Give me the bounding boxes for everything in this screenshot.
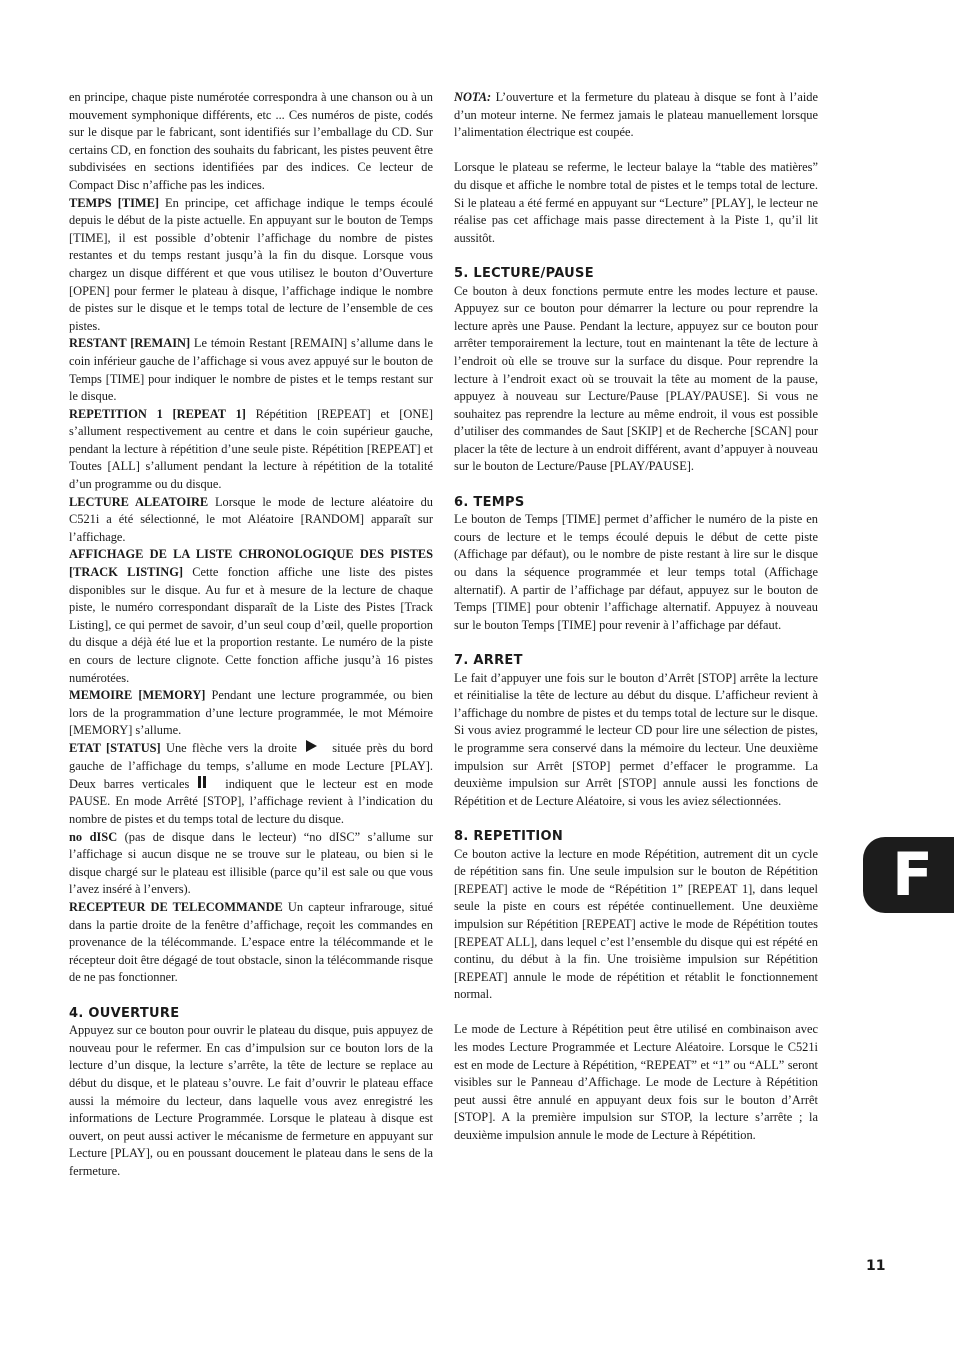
section-text-temps: Le bouton de Temps [TIME] permet d’afficher le numéro de la piste en cours de lecture et le temps écoulé depuis le début de cette piste (Affichage par défaut), ou le nombre de piste restant à lire sur le disque ou dans la séquence programmée et leur temps total (Affichage alternatif). A partir de l’affichage par défaut, appuyez sur le bouton de Temps [TIME] pour obtenir l’affichage alternatif. Appuyez à nouveau sur le bouton Temps [TIME] pour revenir à l’affichage par défaut. bbox=[454, 512, 818, 632]
term-label: AFFICHAGE DE LA LISTE CHRONOLOGIQUE DES PISTES [TRACK LISTING] bbox=[69, 547, 433, 580]
term-text: située près du bord gauche de l’affichage du temps, s’allume en mode Lecture [PLAY]. Deux barres verticales bbox=[69, 740, 433, 791]
term-text: (pas de disque dans le lecteur) “no dISC” s’allume sur l’affichage si aucun disque ne se trouve sur le plateau, ou bien si le disque chargé sur le plateau est illisible (parce qu’il est sale ou que vous l’avez inséré à l’envers). bbox=[69, 829, 433, 897]
definition-repeat-1 bbox=[69, 406, 433, 494]
term-text: Un capteur infrarouge, situé dans la partie droite de la fenêtre d’affichage, reçoit les commandes en provenance de la télécommande. L’espace entre la télécommande et le récepteur doit être dégagé de tout obstacle, sinon la télécommande risque de ne pas fonctionner. bbox=[69, 900, 434, 985]
term-text: Une flèche vers la droite bbox=[160, 740, 297, 755]
language-tab-letter: F bbox=[892, 840, 933, 910]
page-number: 11 bbox=[866, 1258, 886, 1274]
play-arrow-icon bbox=[305, 740, 317, 758]
nota-label: NOTA: bbox=[454, 90, 492, 104]
definition-remain bbox=[69, 335, 433, 405]
section-heading-repetition: 8. REPETITION bbox=[454, 828, 564, 844]
term-text: indiquent que le lecteur est en mode PAUSE. En mode Arrêté [STOP], l’affichage revient à l’indication du nombre de pistes et du temps total de lecture du disque. bbox=[69, 776, 433, 827]
term-label: RESTANT [REMAIN] bbox=[69, 336, 191, 351]
section-text-lecture-pause: Ce bouton à deux fonctions permute entre les modes lecture et pause. Appuyez sur ce bouton pour démarrer la lecture ou pour reprendre la lecture après une Pause. Pendant la lecture, appuyez sur ce bouton pour arrêter temporairement la lecture, tout en maintenant la tête de lecture à l’endroit où elle se trouve sur la surface du disque. Pour reprendre la lecture à l’endroit exact où se trouvait la tête au moment de la pause, appuyez à nouveau sur Lecture/Pause [PLAY/PAUSE]. Si vous ne souhaitez pas reprendre la lecture au même endroit, il vous est possible d’utiliser des commandes de Saut [SKIP] et de Recherche [SCAN] pour placer la tête de lecture à un endroit différent, avant d’appuyer à nouveau sur le bouton de Lecture/Pause [PLAY/PAUSE]. bbox=[454, 283, 818, 474]
section-text-arret: Le fait d’appuyer une fois sur le bouton d’Arrêt [STOP] arrête la lecture et réinitialise la tête de lecture au début du disque. L’afficheur revient à l’affichage du nombre de pistes et du temps total de lecture sur le disque. Si vous aviez programmé le lecteur CD pour lire une sélection de pistes, le programme sera conservé dans la mémoire du lecteur. Une deuxième impulsion sur Arrêt [STOP] permet d’effacer le programme. La deuxième impulsion sur Arrêt [STOP] annule aussi les fonctions de Répétition et de Lecture Aléatoire, si vous les aviez sélectionnées. bbox=[454, 670, 818, 808]
term-label: MEMOIRE [MEMORY] bbox=[69, 688, 206, 703]
definition-no-disc bbox=[69, 829, 433, 899]
term-label: LECTURE ALEATOIRE bbox=[69, 494, 209, 509]
term-label: no dISC bbox=[69, 829, 118, 844]
term-label: RECEPTEUR DE TELECOMMANDE bbox=[69, 900, 283, 915]
tray-close-paragraph: Lorsque le plateau se referme, le lecteur balaye la “table des matières” du disque et affiche le nombre total de pistes et le temps total de lecture. Si le plateau a été fermé en appuyant sur “Lecture” [PLAY], le lecteur ne réalise pas cet affichage mais passe directement à la Piste 1, qu’il lit aussitôt. bbox=[454, 160, 818, 245]
definition-memory bbox=[69, 687, 433, 740]
term-text: Le témoin Restant [REMAIN] s’allume dans le coin inférieur gauche de l’affichage si vous avez appuyé sur le bouton de Temps [TIME] pour indiquer le nombre de pistes et le temps restant sur le disque. bbox=[69, 336, 433, 404]
definition-remote-receiver bbox=[69, 899, 433, 987]
term-text: Répétition [REPEAT] et [ONE] s’allument respectivement au centre et dans le coin supérieur gauche, pendant la lecture à répétition d’une seule piste. Répétition [REPEAT] et Toutes [ALL] s’allument pendant la lecture à répétition de la totalité d’un programme ou du disque. bbox=[69, 406, 433, 492]
definition-status bbox=[69, 740, 433, 829]
definition-random bbox=[69, 494, 433, 547]
term-label: ETAT [STATUS] bbox=[69, 740, 161, 755]
section-text-repetition-2: Le mode de Lecture à Répétition peut être utilisé en combinaison avec les modes Lecture Programmée et Lecture Aléatoire. Lorsque le C521i est en mode de Lecture à Répétition, “REPEAT” et “1” ou “ALL” seront visibles sur le Panneau d’Affichage. Le mode de Lecture à Répétition peut aussi être annulé en appuyant deux fois sur le bouton d’Arrêt [STOP]. A la première impulsion sur STOP, la lecture s’arrête ; la deuxième impulsion annule le mode de Lecture à Répétition. bbox=[454, 1022, 818, 1143]
language-tab bbox=[863, 837, 954, 913]
section-heading-temps: 6. TEMPS bbox=[454, 494, 525, 510]
right-column bbox=[454, 89, 818, 1145]
term-text: Cette fonction affiche une liste des pistes disponibles sur le disque. Au fur et à mesure de la lecture de chaque piste, le numéro correspondant disparaît de la Liste des Pistes [Track Listing], ce qui permet de savoir, d’un seul coup d’œil, quelle proportion du disque a déjà été lue et la proportion restante. Le numéro de la piste en cours de lecture clignote. Cette fonction affiche jusqu’à 16 pistes numérotées. bbox=[69, 565, 434, 685]
section-text-repetition: Ce bouton active la lecture en mode Répétition, autrement dit un cycle de répétition sans fin. Une seule impulsion sur le bouton de Répétition [REPEAT] active le mode de “Répétition 1” [REPEAT 1], dans lequel seule la piste en cours est répétée continuellement. Une deuxième impulsion sur Répétition [REPEAT] active le mode de Répétition toutes [REPEAT ALL], dans lequel c’est l’ensemble du disque qui est répété en continu, du début à la fin. Une troisième impulsion sur Répétition [REPEAT] annule le mode de répétition et rétablit le fonctionnement normal. bbox=[454, 846, 818, 1002]
intro-paragraph: en principe, chaque piste numérotée correspondra à une chanson ou à un mouvement symphonique différents, etc ... Ces numéros de piste, codés sur le disque par le fabricant, sont identifiés sur l’emballage du CD. Sur certains CD, en fonction des souhaits du fabricant, les pistes peuvent être subdivisées en sections identifiées par des indices. Ce lecteur de Compact Disc n’affiche pas les indices. bbox=[69, 90, 433, 192]
left-column bbox=[69, 89, 433, 1181]
nota-text: L’ouverture et la fermeture du plateau à disque se font à l’aide d’un moteur interne. Ne fermez jamais le plateau manuellement lorsque l’alimentation électrique est coupée. bbox=[454, 90, 818, 140]
section-heading-lecture-pause: 5. LECTURE/PAUSE bbox=[454, 265, 594, 281]
nota-paragraph bbox=[454, 89, 818, 142]
pause-bars-icon bbox=[197, 776, 207, 794]
term-label: REPETITION 1 [REPEAT 1] bbox=[69, 406, 246, 421]
term-text: Pendant une lecture programmée, ou bien lors de la programmation d’une lecture programmée, le mot Mémoire [MEMORY] s’allume. bbox=[69, 688, 433, 738]
term-text: En principe, cet affichage indique le temps écoulé depuis le début de la piste actuelle. En appuyant sur le bouton de Temps [TIME], il est possible d’obtenir l’affichage du nombre de pistes restantes et du temps restant jusqu’à la fin du disque. Lorsque vous chargez un disque différent et que vous utilisez le bouton d’Ouverture [OPEN] pour fermer le plateau à disque, l’affichage indique le nombre de pistes sur le disque et le temps total de lecture de l’ensemble de ces pistes. bbox=[69, 195, 433, 333]
section-heading-arret: 7. ARRET bbox=[454, 653, 523, 668]
section-text-ouverture: Appuyez sur ce bouton pour ouvrir le plateau du disque, puis appuyez de nouveau pour le refermer. En cas d’impulsion sur ce bouton lors de la lecture d’un disque, la lecture s’arrête, la tête de lecture se replace au début du disque, et le plateau s’ouvre. Le fait d’ouvrir le plateau efface aussi la mémoire du lecteur, dans laquelle vous avez enregistré les informations de Lecture Programmée. Lorsque le plateau à disque est ouvert, on peut aussi activer le mécanisme de fermeture en appuyant sur Lecture [PLAY], ou en poussant doucement le plateau dans le sens de la fermeture. bbox=[69, 1023, 433, 1178]
section-heading-ouverture: 4. OUVERTURE bbox=[69, 1005, 180, 1021]
definition-track-listing bbox=[69, 546, 433, 687]
definition-time bbox=[69, 195, 433, 336]
term-label: TEMPS [TIME] bbox=[69, 195, 160, 210]
term-text: Lorsque le mode de lecture aléatoire du C521i a été sélectionné, le mot Aléatoire [RANDOM] apparaît sur l’affichage. bbox=[69, 494, 433, 544]
